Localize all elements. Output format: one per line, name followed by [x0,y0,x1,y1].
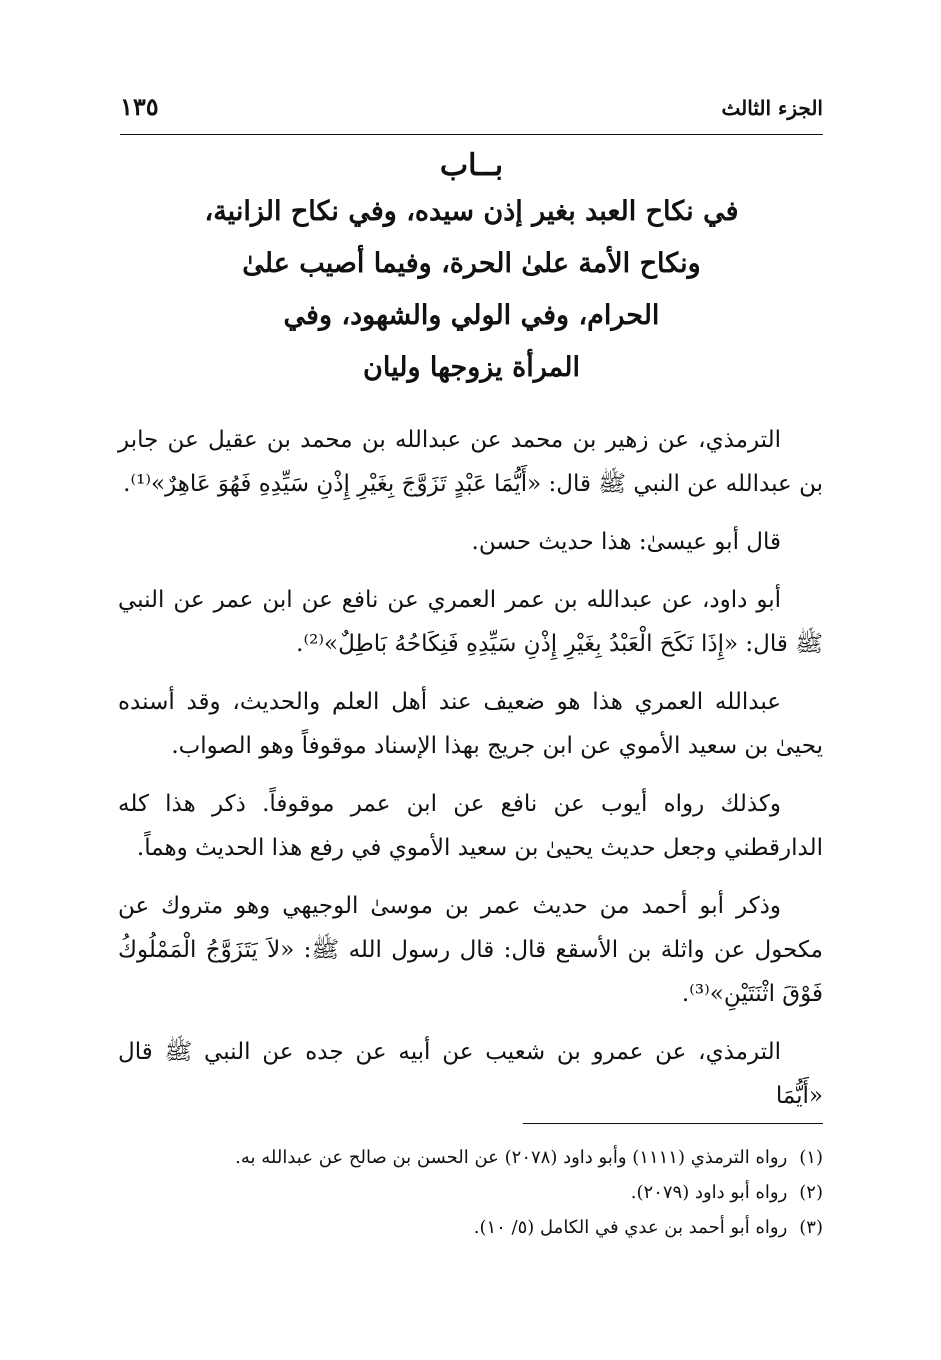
footnote [150,1140,823,1175]
footnote-number: (٢) [799,1182,823,1203]
footnote-text: رواه الترمذي (١١١١) وأبو داود (٢٠٧٨) عن الحسن بن صالح عن عبدالله به. [235,1147,788,1168]
footnote-number: (١) [799,1147,823,1168]
footnote-text: رواه أبو أحمد بن عدي في الكامل (٥/ ١٠). [473,1217,788,1238]
paragraph: عبدالله العمري هذا هو ضعيف عند أهل العلم والحديث، وقد أسنده يحيىٰ بن سعيد الأموي عن ابن جريج بهذا الإسناد موقوفاً وهو الصواب. [118,689,823,759]
paragraph: وكذلك رواه أيوب عن نافع عن ابن عمر موقوفاً. ذكر هذا كله الدارقطني وجعل حديث يحيىٰ بن سعيد الأموي في رفع هذا الحديث وهماً. [118,791,823,861]
chapter-title-line: ونكاح الأمة علىٰ الحرة، وفيما أصيب علىٰ [242,248,701,279]
footnote-number: (٣) [799,1217,823,1238]
paragraph: قال أبو عيسىٰ: هذا حديث حسن. [471,529,781,555]
footnote [150,1210,823,1245]
chapter-title-line: في نكاح العبد بغير إذن سيده، وفي نكاح الزانية، [204,196,739,227]
footnote [150,1175,823,1210]
header-rule [120,134,823,135]
body-text [118,418,823,1132]
paragraph: أبو داود، عن عبدالله بن عمر العمري عن نافع عن ابن عمر عن النبي ﷺ قال: «إِذَا نَكَحَ الْعَبْدُ بِغَيْرِ إِذْنِ سَيِّدِهِ فَنِكَاحُهُ بَاطِلٌ»⁽²⁾. [118,587,823,657]
chapter-label: بــاب [439,148,504,183]
chapter-heading [120,146,823,394]
paragraph: الترمذي، عن عمرو بن شعيب عن أبيه عن جده عن النبي ﷺ قال «أَيُّمَا [118,1039,823,1109]
footnote-rule [523,1123,823,1124]
paragraph: وذكر أبو أحمد من حديث عمر بن موسىٰ الوجيهي وهو متروك عن مكحول عن واثلة بن الأسقع قال: قال رسول الله ﷺ: «لاَ يَتَزَوَّجُ الْمَمْلُوكُ فَوْقَ اثْنَتَيْنِ»⁽³⁾. [118,893,823,1007]
footnotes [150,1140,823,1245]
chapter-title-line: الحرام، وفي الولي والشهود، وفي [283,300,660,331]
page-number: ١٣٥ [120,92,159,121]
running-head: الجزء الثالث [721,96,823,120]
footnote-text: رواه أبو داود (٢٠٧٩). [630,1182,788,1203]
page-header [120,92,823,130]
chapter-title-line: المرأة يزوجها وليان [363,352,580,383]
paragraph: الترمذي، عن زهير بن محمد عن عبدالله بن محمد بن عقيل عن جابر بن عبدالله عن النبي ﷺ قال: «أَيُّمَا عَبْدٍ تَزَوَّجَ بِغَيْرِ إِذْنِ سَيِّدِهِ فَهُوَ عَاهِرٌ»⁽¹⁾. [118,427,823,497]
